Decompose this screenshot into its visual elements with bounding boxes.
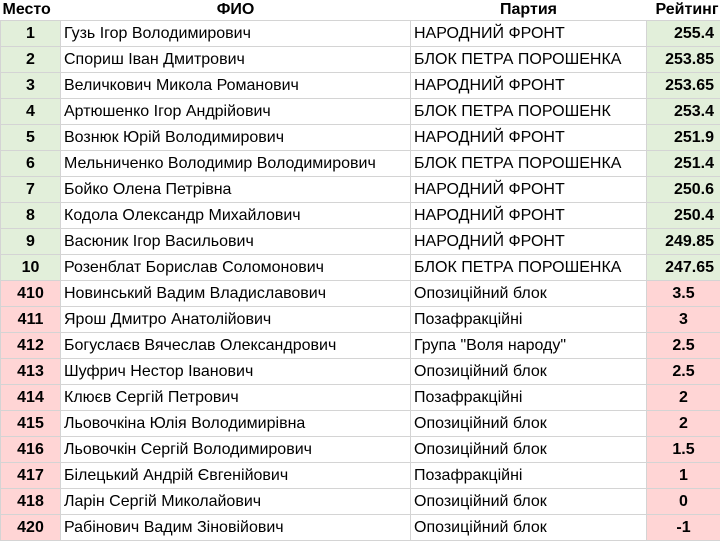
table-row (1, 151, 720, 177)
rank-cell: 410 (1, 281, 61, 307)
table-row (1, 463, 720, 489)
rank-cell: 412 (1, 333, 61, 359)
name-cell: Вознюк Юрій Володимирович (61, 125, 411, 151)
rating-cell: 247.65 (647, 255, 720, 281)
name-cell: Васюник Ігор Васильович (61, 229, 411, 255)
table-row (1, 333, 720, 359)
rank-cell: 1 (1, 21, 61, 47)
rating-cell: 2 (647, 385, 720, 411)
rank-cell: 10 (1, 255, 61, 281)
name-cell: Шуфрич Нестор Іванович (61, 359, 411, 385)
rating-cell: 1 (647, 463, 720, 489)
name-cell: Новинський Вадим Владиславович (61, 281, 411, 307)
rank-cell: 411 (1, 307, 61, 333)
table-row (1, 229, 720, 255)
rating-cell: 251.9 (647, 125, 720, 151)
party-cell: НАРОДНИЙ ФРОНТ (411, 177, 647, 203)
rank-cell: 2 (1, 47, 61, 73)
party-cell: Опозиційний блок (411, 281, 647, 307)
rank-cell: 416 (1, 437, 61, 463)
party-cell: НАРОДНИЙ ФРОНТ (411, 229, 647, 255)
party-cell: Опозиційний блок (411, 437, 647, 463)
party-cell: НАРОДНИЙ ФРОНТ (411, 125, 647, 151)
party-cell: Група "Воля народу" (411, 333, 647, 359)
rating-cell: 0 (647, 489, 720, 515)
table-row (1, 489, 720, 515)
party-cell: Позафракційні (411, 385, 647, 411)
name-cell: Ярош Дмитро Анатолійович (61, 307, 411, 333)
name-cell: Льовочкіна Юлія Володимирівна (61, 411, 411, 437)
rank-cell: 4 (1, 99, 61, 125)
party-cell: Позафракційні (411, 307, 647, 333)
name-cell: Величкович Микола Романович (61, 73, 411, 99)
name-cell: Богуслаєв Вячеслав Олександрович (61, 333, 411, 359)
table-row (1, 437, 720, 463)
rank-cell: 8 (1, 203, 61, 229)
table-row (1, 281, 720, 307)
rating-cell: 253.85 (647, 47, 720, 73)
rank-cell: 413 (1, 359, 61, 385)
table-row (1, 47, 720, 73)
rating-cell: 255.4 (647, 21, 720, 47)
table-row (1, 203, 720, 229)
rating-cell: 2.5 (647, 359, 720, 385)
table-row (1, 515, 720, 541)
name-cell: Мельниченко Володимир Володимирович (61, 151, 411, 177)
header-rank: Место (1, 0, 61, 21)
rank-cell: 7 (1, 177, 61, 203)
rank-cell: 420 (1, 515, 61, 541)
party-cell: Опозиційний блок (411, 515, 647, 541)
rating-cell: 250.6 (647, 177, 720, 203)
rating-cell: 249.85 (647, 229, 720, 255)
rating-cell: 253.65 (647, 73, 720, 99)
rating-cell: 3 (647, 307, 720, 333)
name-cell: Льовочкін Сергій Володимирович (61, 437, 411, 463)
header-rating: Рейтинг (647, 0, 720, 21)
party-cell: НАРОДНИЙ ФРОНТ (411, 73, 647, 99)
table-row (1, 411, 720, 437)
party-cell: БЛОК ПЕТРА ПОРОШЕНКА (411, 255, 647, 281)
party-cell: НАРОДНИЙ ФРОНТ (411, 203, 647, 229)
rating-cell: 251.4 (647, 151, 720, 177)
rank-cell: 6 (1, 151, 61, 177)
name-cell: Розенблат Борислав Соломонович (61, 255, 411, 281)
rank-cell: 3 (1, 73, 61, 99)
table-row (1, 177, 720, 203)
rank-cell: 418 (1, 489, 61, 515)
rating-cell: 253.4 (647, 99, 720, 125)
table-body (1, 21, 720, 541)
table-row (1, 125, 720, 151)
party-cell: БЛОК ПЕТРА ПОРОШЕНК (411, 99, 647, 125)
table-row (1, 385, 720, 411)
table-row (1, 307, 720, 333)
rating-cell: 2 (647, 411, 720, 437)
name-cell: Артюшенко Ігор Андрійович (61, 99, 411, 125)
party-cell: БЛОК ПЕТРА ПОРОШЕНКА (411, 151, 647, 177)
rank-cell: 415 (1, 411, 61, 437)
rating-cell: 1.5 (647, 437, 720, 463)
rating-cell: -1 (647, 515, 720, 541)
party-cell: Опозиційний блок (411, 359, 647, 385)
name-cell: Бойко Олена Петрівна (61, 177, 411, 203)
name-cell: Рабінович Вадим Зіновійович (61, 515, 411, 541)
rank-cell: 5 (1, 125, 61, 151)
header-name: ФИО (61, 0, 411, 21)
party-cell: Опозиційний блок (411, 489, 647, 515)
rating-cell: 250.4 (647, 203, 720, 229)
name-cell: Спориш Іван Дмитрович (61, 47, 411, 73)
rating-cell: 3.5 (647, 281, 720, 307)
rank-cell: 414 (1, 385, 61, 411)
table-row (1, 99, 720, 125)
party-cell: Опозиційний блок (411, 411, 647, 437)
name-cell: Ларін Сергій Миколайович (61, 489, 411, 515)
name-cell: Білецький Андрій Євгенійович (61, 463, 411, 489)
name-cell: Кодола Олександр Михайлович (61, 203, 411, 229)
table-row (1, 73, 720, 99)
name-cell: Клюєв Сергій Петрович (61, 385, 411, 411)
rating-cell: 2.5 (647, 333, 720, 359)
header-row (1, 0, 720, 21)
party-cell: БЛОК ПЕТРА ПОРОШЕНКА (411, 47, 647, 73)
table-row (1, 255, 720, 281)
header-party: Партия (411, 0, 647, 21)
rank-cell: 417 (1, 463, 61, 489)
table-row (1, 359, 720, 385)
party-cell: НАРОДНИЙ ФРОНТ (411, 21, 647, 47)
party-cell: Позафракційні (411, 463, 647, 489)
table-header (1, 0, 720, 21)
rank-cell: 9 (1, 229, 61, 255)
table-row (1, 21, 720, 47)
name-cell: Гузь Ігор Володимирович (61, 21, 411, 47)
